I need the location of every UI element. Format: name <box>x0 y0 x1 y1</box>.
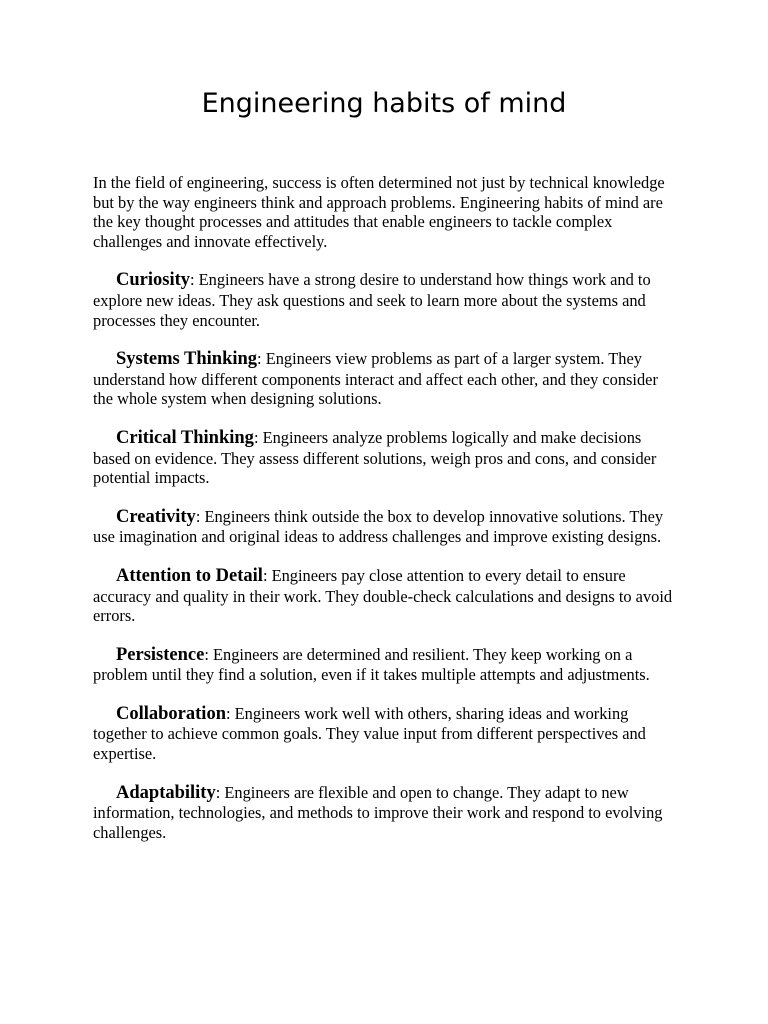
habit-paragraph-creativity <box>93 507 678 547</box>
habit-description: : Engineers work well with others, sharing ideas and working together to achieve common goals. They value input from different perspectives and expertise. <box>93 703 646 764</box>
habit-description: : Engineers have a strong desire to understand how things work and to explore new ideas. They ask questions and seek to learn more about the systems and processes they encounter. <box>93 270 651 330</box>
habit-name: Creativity <box>116 506 196 527</box>
habit-description: : Engineers think outside the box to develop innovative solutions. They use imagination and original ideas to address challenges and improve existing designs. <box>93 506 664 547</box>
habit-paragraph-adaptability <box>93 783 678 843</box>
habit-paragraph-attention-to-detail <box>93 566 678 626</box>
intro-paragraph: In the field of engineering, success is often determined not just by technical knowledge but by the way engineers think and approach problems. Engineering habits of mind are the key thought processes and attitudes that enable engineers to tackle complex challenges and innovate effectively. <box>93 173 665 251</box>
habit-paragraph-curiosity <box>93 270 678 330</box>
habit-paragraph-systems-thinking <box>93 349 678 409</box>
habit-name: Curiosity <box>116 270 190 291</box>
document-body <box>93 173 678 861</box>
habit-name: Collaboration <box>116 703 226 724</box>
habit-description: : Engineers analyze problems logically and make decisions based on evidence. They assess different solutions, weigh pros and cons, and consider potential impacts. <box>93 427 657 488</box>
habit-description: : Engineers are flexible and open to change. They adapt to new information, technologies, and methods to improve their work and respond to evolving challenges. <box>93 782 663 842</box>
habit-description: : Engineers pay close attention to every detail to ensure accuracy and quality in their work. They double-check calculations and designs to avoid errors. <box>93 565 673 626</box>
habit-name: Critical Thinking <box>116 427 254 448</box>
page-title: Engineering habits of mind <box>201 88 567 119</box>
habit-name: Attention to Detail <box>116 565 263 586</box>
habit-paragraph-critical-thinking <box>93 428 678 488</box>
habit-description: : Engineers are determined and resilient. They keep working on a problem until they find a solution, even if it takes multiple attempts and adjustments. <box>93 644 650 685</box>
habit-name: Adaptability <box>116 782 216 803</box>
habit-paragraph-persistence <box>93 645 678 685</box>
habit-paragraph-collaboration <box>93 704 678 764</box>
habit-description: : Engineers view problems as part of a larger system. They understand how different components interact and affect each other, and they consider the whole system when designing solutions. <box>93 349 658 409</box>
habit-name: Systems Thinking <box>116 349 258 370</box>
habit-name: Persistence <box>116 644 205 665</box>
